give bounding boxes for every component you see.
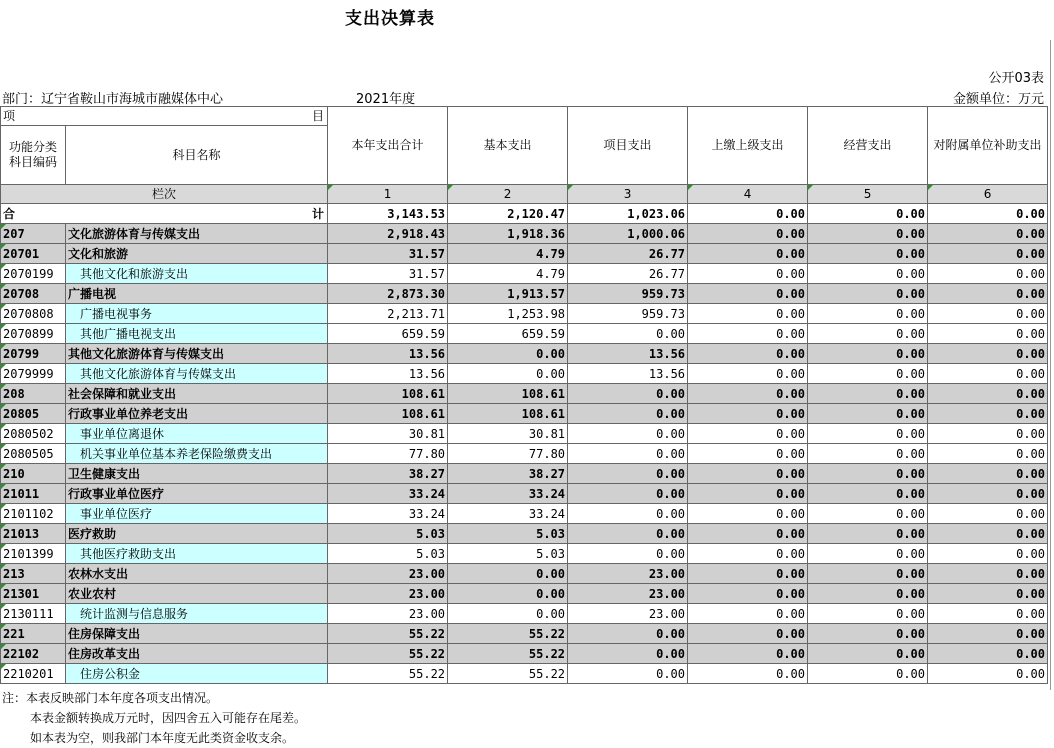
col-header-6: 对附属单位补助支出: [928, 107, 1048, 185]
amount-cell: 33.24: [448, 484, 568, 504]
amount-cell: 0.00: [568, 484, 688, 504]
subject-name: 农业农村: [66, 584, 328, 604]
amount-cell: 0.00: [808, 424, 928, 444]
amount-cell: 55.22: [328, 644, 448, 664]
subject-code: 20708: [1, 284, 66, 304]
subject-name: 其他文化和旅游支出: [66, 264, 328, 284]
lanci-cell: 6: [928, 185, 1048, 204]
lanci-cell: 2: [448, 185, 568, 204]
amount-cell: 26.77: [568, 264, 688, 284]
subject-code: 207: [1, 224, 66, 244]
amount-cell: 0.00: [808, 244, 928, 264]
amount-cell: 13.56: [328, 344, 448, 364]
amount-cell: 0.00: [808, 524, 928, 544]
total-value: 1,023.06: [568, 204, 688, 224]
lanci-cell: 5: [808, 185, 928, 204]
fiscal-year: 2021年度: [356, 92, 416, 107]
amount-cell: 23.00: [328, 564, 448, 584]
subject-name: 文化和旅游: [66, 244, 328, 264]
amount-cell: 0.00: [928, 224, 1048, 244]
amount-cell: 0.00: [928, 644, 1048, 664]
amount-cell: 0.00: [568, 644, 688, 664]
xiang-mu-header: [1, 107, 328, 126]
name-header: 科目名称: [66, 126, 328, 185]
amount-cell: 55.22: [448, 624, 568, 644]
table-row: [1, 404, 1048, 424]
total-label-left: 合: [3, 206, 16, 221]
amount-cell: 0.00: [448, 604, 568, 624]
note-line: 如本表为空，则我部门本年度无此类资金收支余。: [30, 731, 295, 745]
total-value: 0.00: [808, 204, 928, 224]
subject-name: 行政事业单位医疗: [66, 484, 328, 504]
amount-cell: 77.80: [448, 444, 568, 464]
subject-code: 208: [1, 384, 66, 404]
amount-cell: 0.00: [448, 584, 568, 604]
amount-cell: 0.00: [808, 344, 928, 364]
amount-cell: 55.22: [448, 664, 568, 684]
subject-code: 22102: [1, 644, 66, 664]
amount-cell: 108.61: [448, 384, 568, 404]
amount-cell: 0.00: [448, 564, 568, 584]
amount-cell: 0.00: [568, 624, 688, 644]
amount-cell: 0.00: [688, 384, 808, 404]
table-row: [1, 564, 1048, 584]
amount-cell: 0.00: [688, 524, 808, 544]
amount-cell: 0.00: [568, 504, 688, 524]
total-value: 0.00: [688, 204, 808, 224]
lanci-label: 栏次: [1, 185, 328, 204]
amount-cell: 0.00: [808, 504, 928, 524]
amount-cell: 0.00: [568, 464, 688, 484]
subject-code: 20805: [1, 404, 66, 424]
amount-cell: 108.61: [328, 404, 448, 424]
amount-cell: 0.00: [928, 264, 1048, 284]
amount-cell: 0.00: [928, 564, 1048, 584]
amount-cell: 0.00: [928, 384, 1048, 404]
amount-cell: 23.00: [328, 584, 448, 604]
form-number: 公开03表: [988, 71, 1044, 86]
col-header-4: 上缴上级支出: [688, 107, 808, 185]
total-value: 2,120.47: [448, 204, 568, 224]
amount-cell: 13.56: [568, 344, 688, 364]
subject-code: 2210201: [1, 664, 66, 684]
code-header: 功能分类 科目编码: [1, 126, 66, 185]
amount-cell: 959.73: [568, 304, 688, 324]
subject-code: 221: [1, 624, 66, 644]
amount-cell: 31.57: [328, 264, 448, 284]
subject-name: 事业单位医疗: [66, 504, 328, 524]
amount-cell: 0.00: [808, 624, 928, 644]
col-header-1: 本年支出合计: [328, 107, 448, 185]
amount-cell: 33.24: [448, 504, 568, 524]
table-row: [1, 484, 1048, 504]
table-row: [1, 264, 1048, 284]
table-row: [1, 604, 1048, 624]
amount-cell: 0.00: [448, 344, 568, 364]
subject-name: 统计监测与信息服务: [66, 604, 328, 624]
subject-name: 卫生健康支出: [66, 464, 328, 484]
amount-cell: 0.00: [688, 424, 808, 444]
subject-code: 2130111: [1, 604, 66, 624]
amount-cell: 0.00: [928, 544, 1048, 564]
subject-name: 住房保障支出: [66, 624, 328, 644]
subject-code: 2080505: [1, 444, 66, 464]
amount-cell: 0.00: [688, 244, 808, 264]
mu-label: 目: [312, 109, 325, 123]
amount-cell: 0.00: [568, 324, 688, 344]
amount-cell: 23.00: [568, 604, 688, 624]
subject-name: 社会保障和就业支出: [66, 384, 328, 404]
amount-cell: 0.00: [928, 364, 1048, 384]
amount-cell: 0.00: [928, 444, 1048, 464]
amount-cell: 55.22: [328, 624, 448, 644]
subject-code: 2101399: [1, 544, 66, 564]
amount-cell: 55.22: [328, 664, 448, 684]
expenditure-table: [0, 106, 1048, 684]
col-header-2: 基本支出: [448, 107, 568, 185]
amount-cell: 0.00: [808, 284, 928, 304]
amount-cell: 2,873.30: [328, 284, 448, 304]
amount-cell: 0.00: [808, 384, 928, 404]
amount-cell: 0.00: [808, 404, 928, 424]
amount-cell: 0.00: [928, 424, 1048, 444]
amount-cell: 0.00: [688, 464, 808, 484]
amount-cell: 0.00: [808, 324, 928, 344]
amount-cell: 30.81: [448, 424, 568, 444]
amount-cell: 1,913.57: [448, 284, 568, 304]
lanci-cell: 1: [328, 185, 448, 204]
amount-cell: 77.80: [328, 444, 448, 464]
amount-cell: 0.00: [808, 264, 928, 284]
amount-cell: 0.00: [688, 624, 808, 644]
amount-cell: 0.00: [688, 304, 808, 324]
amount-cell: 0.00: [688, 264, 808, 284]
subject-name: 其他文化旅游体育与传媒支出: [66, 364, 328, 384]
amount-cell: 0.00: [808, 364, 928, 384]
amount-cell: 5.03: [448, 524, 568, 544]
subject-code: 20799: [1, 344, 66, 364]
amount-cell: 0.00: [688, 544, 808, 564]
table-row: [1, 244, 1048, 264]
sheet-edge-divider: [1050, 40, 1051, 690]
table-row: [1, 464, 1048, 484]
amount-cell: 0.00: [928, 404, 1048, 424]
note-line: 本表金额转换成万元时，因四舍五入可能存在尾差。: [30, 711, 307, 725]
amount-cell: 55.22: [448, 644, 568, 664]
amount-cell: 1,253.98: [448, 304, 568, 324]
amount-cell: 659.59: [448, 324, 568, 344]
amount-cell: 0.00: [448, 364, 568, 384]
footnotes: [2, 688, 306, 748]
total-row: [1, 204, 1048, 224]
amount-cell: 0.00: [808, 304, 928, 324]
amount-cell: 0.00: [928, 304, 1048, 324]
amount-cell: 0.00: [688, 364, 808, 384]
table-row: [1, 544, 1048, 564]
subject-code: 2070199: [1, 264, 66, 284]
col-header-3: 项目支出: [568, 107, 688, 185]
amount-cell: 108.61: [448, 404, 568, 424]
amount-cell: 0.00: [928, 664, 1048, 684]
amount-cell: 0.00: [688, 664, 808, 684]
subject-code: 21013: [1, 524, 66, 544]
amount-cell: 0.00: [688, 604, 808, 624]
table-row: [1, 324, 1048, 344]
note-line: 注：本表反映部门本年度各项支出情况。: [2, 691, 219, 705]
subject-code: 213: [1, 564, 66, 584]
amount-cell: 0.00: [808, 604, 928, 624]
table-row: [1, 504, 1048, 524]
amount-cell: 23.00: [328, 604, 448, 624]
amount-cell: 0.00: [928, 324, 1048, 344]
amount-cell: 13.56: [568, 364, 688, 384]
amount-cell: 0.00: [688, 564, 808, 584]
amount-cell: 0.00: [568, 544, 688, 564]
subject-name: 农林水支出: [66, 564, 328, 584]
amount-cell: 1,918.36: [448, 224, 568, 244]
subject-name: 其他广播电视支出: [66, 324, 328, 344]
amount-cell: 0.00: [688, 404, 808, 424]
lanci-cell: 4: [688, 185, 808, 204]
amount-cell: 0.00: [928, 624, 1048, 644]
subject-code: 210: [1, 464, 66, 484]
amount-cell: 2,213.71: [328, 304, 448, 324]
subject-code: 2079999: [1, 364, 66, 384]
amount-cell: 4.79: [448, 244, 568, 264]
subject-name: 机关事业单位基本养老保险缴费支出: [66, 444, 328, 464]
amount-cell: 5.03: [448, 544, 568, 564]
amount-cell: 0.00: [568, 424, 688, 444]
amount-cell: 0.00: [928, 464, 1048, 484]
amount-cell: 0.00: [568, 384, 688, 404]
amount-cell: 33.24: [328, 504, 448, 524]
total-value: 0.00: [928, 204, 1048, 224]
amount-cell: 38.27: [448, 464, 568, 484]
table-row: [1, 344, 1048, 364]
amount-cell: 0.00: [928, 284, 1048, 304]
subject-name: 行政事业单位养老支出: [66, 404, 328, 424]
amount-cell: 5.03: [328, 524, 448, 544]
amount-cell: 108.61: [328, 384, 448, 404]
amount-cell: 0.00: [688, 444, 808, 464]
amount-cell: 0.00: [928, 344, 1048, 364]
amount-cell: 38.27: [328, 464, 448, 484]
amount-cell: 0.00: [688, 344, 808, 364]
department-label: 部门：辽宁省鞍山市海城市融媒体中心: [2, 92, 224, 107]
table-row: [1, 444, 1048, 464]
amount-cell: 0.00: [928, 484, 1048, 504]
amount-cell: 0.00: [568, 664, 688, 684]
amount-unit: 金额单位：万元: [952, 92, 1044, 107]
subject-code: 20701: [1, 244, 66, 264]
amount-cell: 0.00: [808, 644, 928, 664]
amount-cell: 0.00: [808, 444, 928, 464]
subject-code: 21011: [1, 484, 66, 504]
amount-cell: 0.00: [808, 664, 928, 684]
amount-cell: 0.00: [688, 484, 808, 504]
amount-cell: 1,000.06: [568, 224, 688, 244]
subject-name: 文化旅游体育与传媒支出: [66, 224, 328, 244]
subject-name: 住房改革支出: [66, 644, 328, 664]
total-label: [1, 204, 328, 224]
amount-cell: 0.00: [568, 524, 688, 544]
subject-name: 广播电视事务: [66, 304, 328, 324]
amount-cell: 0.00: [808, 544, 928, 564]
subject-code: 21301: [1, 584, 66, 604]
amount-cell: 0.00: [688, 284, 808, 304]
subject-code: 2070899: [1, 324, 66, 344]
subject-name: 其他文化旅游体育与传媒支出: [66, 344, 328, 364]
amount-cell: 0.00: [928, 584, 1048, 604]
amount-cell: 659.59: [328, 324, 448, 344]
table-row: [1, 224, 1048, 244]
amount-cell: 0.00: [928, 524, 1048, 544]
subject-code: 2080502: [1, 424, 66, 444]
lanci-cell: 3: [568, 185, 688, 204]
amount-cell: 4.79: [448, 264, 568, 284]
subject-name: 广播电视: [66, 284, 328, 304]
table-row: [1, 364, 1048, 384]
table-row: [1, 424, 1048, 444]
amount-cell: 5.03: [328, 544, 448, 564]
amount-cell: 959.73: [568, 284, 688, 304]
xiang-label: 项: [3, 109, 16, 123]
amount-cell: 0.00: [808, 584, 928, 604]
amount-cell: 0.00: [808, 484, 928, 504]
amount-cell: 26.77: [568, 244, 688, 264]
amount-cell: 0.00: [808, 564, 928, 584]
amount-cell: 23.00: [568, 564, 688, 584]
amount-cell: 0.00: [568, 404, 688, 424]
page-title: 支出决算表: [345, 9, 435, 29]
table-row: [1, 304, 1048, 324]
amount-cell: 0.00: [688, 224, 808, 244]
amount-cell: 0.00: [688, 504, 808, 524]
subject-name: 事业单位离退休: [66, 424, 328, 444]
table-row: [1, 644, 1048, 664]
col-header-5: 经营支出: [808, 107, 928, 185]
subject-name: 其他医疗救助支出: [66, 544, 328, 564]
table-row: [1, 664, 1048, 684]
table-row: [1, 524, 1048, 544]
amount-cell: 0.00: [928, 604, 1048, 624]
amount-cell: 0.00: [688, 324, 808, 344]
subject-code: 2070808: [1, 304, 66, 324]
amount-cell: 2,918.43: [328, 224, 448, 244]
total-value: 3,143.53: [328, 204, 448, 224]
amount-cell: 0.00: [688, 644, 808, 664]
table-row: [1, 284, 1048, 304]
subject-code: 2101102: [1, 504, 66, 524]
amount-cell: 0.00: [688, 584, 808, 604]
amount-cell: 0.00: [808, 464, 928, 484]
amount-cell: 13.56: [328, 364, 448, 384]
table-row: [1, 624, 1048, 644]
amount-cell: 33.24: [328, 484, 448, 504]
subject-name: 住房公积金: [66, 664, 328, 684]
amount-cell: 0.00: [808, 224, 928, 244]
amount-cell: 0.00: [928, 244, 1048, 264]
amount-cell: 0.00: [928, 504, 1048, 524]
table-row: [1, 384, 1048, 404]
total-label-right: 计: [312, 206, 325, 221]
amount-cell: 30.81: [328, 424, 448, 444]
amount-cell: 23.00: [568, 584, 688, 604]
amount-cell: 31.57: [328, 244, 448, 264]
subject-name: 医疗救助: [66, 524, 328, 544]
table-row: [1, 584, 1048, 604]
amount-cell: 0.00: [568, 444, 688, 464]
